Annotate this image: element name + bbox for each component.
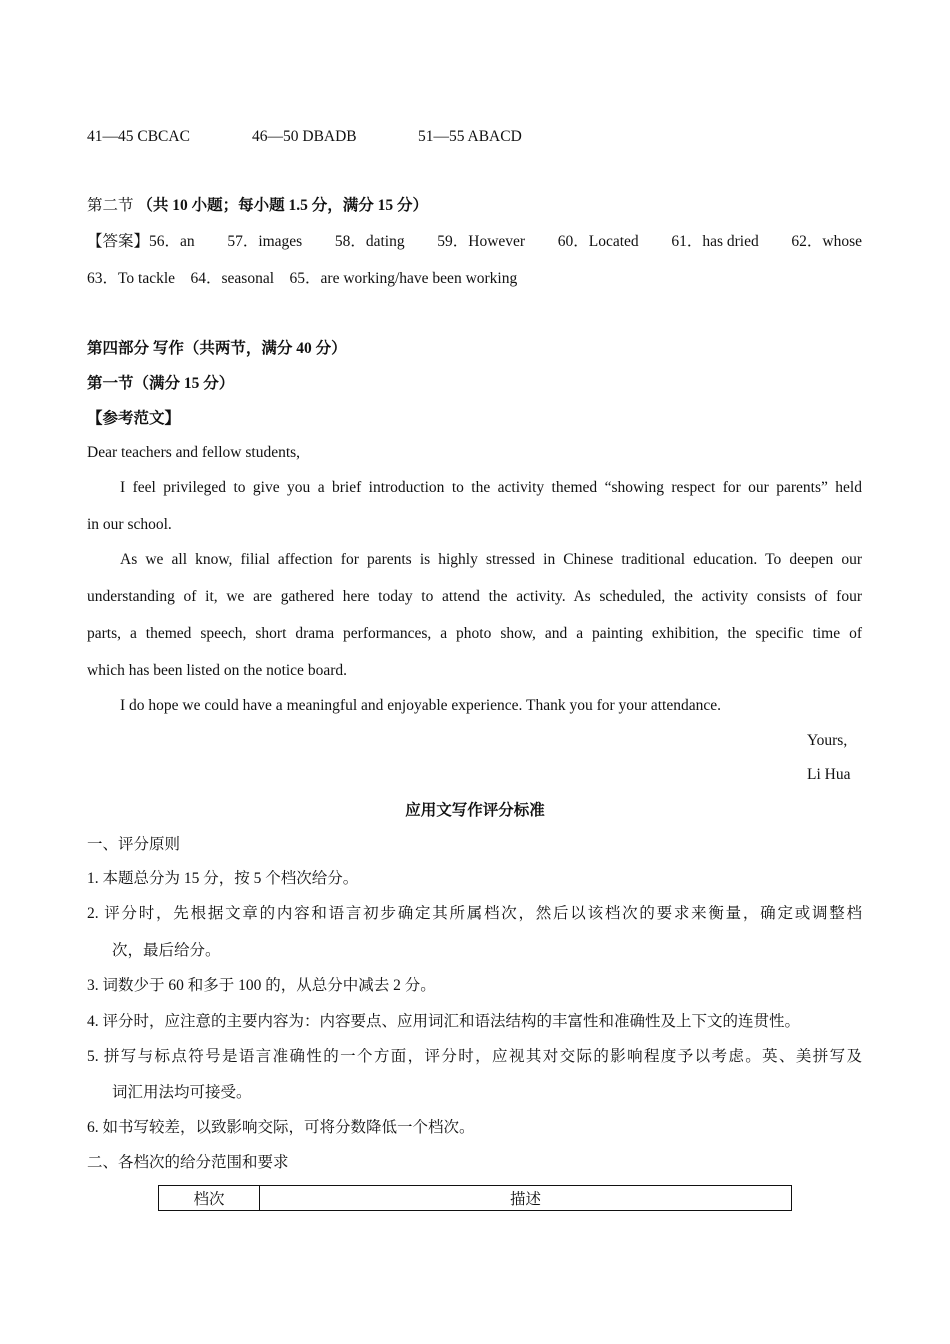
letter-p2-line2: understanding of it, we are gathered here today to attend the activity. As scheduled, the activity consists of four [87,588,862,605]
section2-answers-line1 [87,232,862,252]
part4-title: 第四部分 写作（共两节，满分 40 分） [87,340,347,357]
answer-62: 62．whose [791,233,862,250]
answer-group-51-55: 51—55 ABACD [418,128,522,145]
ranges-heading: 二、各档次的给分范围和要求 [87,1154,289,1171]
criteria-item-3: 3. 词数少于 60 和多于 100 的，从总分中减去 2 分。 [87,977,436,994]
letter-closing: Yours, [807,732,848,749]
answer-65: 65．are working/have been working [289,270,518,287]
letter-p2-line3: parts, a themed speech, short drama performances, a photo show, and a painting exhibition, the specific time of [87,625,862,642]
letter-p1-line1: I feel privileged to give you a brief introduction to the activity themed “showing respect for our parents” held [120,479,862,496]
criteria-item-2-line2: 次，最后给分。 [112,942,221,959]
letter-greeting: Dear teachers and fellow students, [87,444,301,461]
section2-answers-line2 [87,269,862,289]
letter-p2-line4: which has been listed on the notice board. [87,662,347,679]
criteria-item-6: 6. 如书写较差，以致影响交际，可将分数降低一个档次。 [87,1119,475,1136]
reference-label: 【参考范文】 [87,410,181,427]
answer-56 [87,232,195,252]
letter-signature: Li Hua [807,766,851,783]
criteria-item-2-line1: 2. 评分时，先根据文章的内容和语言初步确定其所属档次，然后以该档次的要求来衡量，确定或调整档 [87,905,862,922]
answer-63: 63．To tackle [87,270,176,287]
section2-note: （共 10 小题；每小题 1.5 分，满分 15 分） [137,197,429,214]
criteria-item-4: 4. 评分时，应注意的主要内容为：内容要点、应用词汇和语法结构的丰富性和准确性及上下文的连贯性。 [87,1013,801,1030]
grading-table-header-row [159,1186,792,1211]
answer-group-41-45: 41—45 CBCAC [87,128,190,145]
letter-p2-line1: As we all know, filial affection for parents is highly stressed in Chinese traditional education. To deepen our [120,551,862,568]
answer-60: 60．Located [557,233,639,250]
letter-p3: I do hope we could have a meaningful and enjoyable experience. Thank you for your attendance. [120,697,721,714]
table-header-level: 档次 [159,1186,260,1211]
criteria-item-1: 1. 本题总分为 15 分，按 5 个档次给分。 [87,870,359,887]
answer-label: 【答案】 [87,233,150,250]
answer-56-text: 56．an [149,233,195,250]
criteria-item-5-line1: 5. 拼写与标点符号是语言准确性的一个方面，评分时，应视其对交际的影响程度予以考虑。英、美拼写及 [87,1048,862,1065]
grading-table [158,1185,792,1211]
section1-title: 第一节（满分 15 分） [87,375,235,392]
section2-title: 第二节 [87,197,134,214]
criteria-title: 应用文写作评分标准 [405,802,545,819]
section2-heading [87,196,862,216]
criteria-item-5-line2: 词汇用法均可接受。 [112,1084,252,1101]
table-header-description: 描述 [260,1186,792,1211]
letter-p1-line2: in our school. [87,516,172,533]
principles-heading: 一、评分原则 [87,836,181,853]
answer-57: 57．images [227,233,303,250]
answer-59: 59．However [437,233,526,250]
answer-58: 58．dating [334,233,405,250]
answer-group-46-50: 46—50 DBADB [252,128,357,145]
answer-64: 64．seasonal [190,270,275,287]
answer-61: 61．has dried [671,233,759,250]
